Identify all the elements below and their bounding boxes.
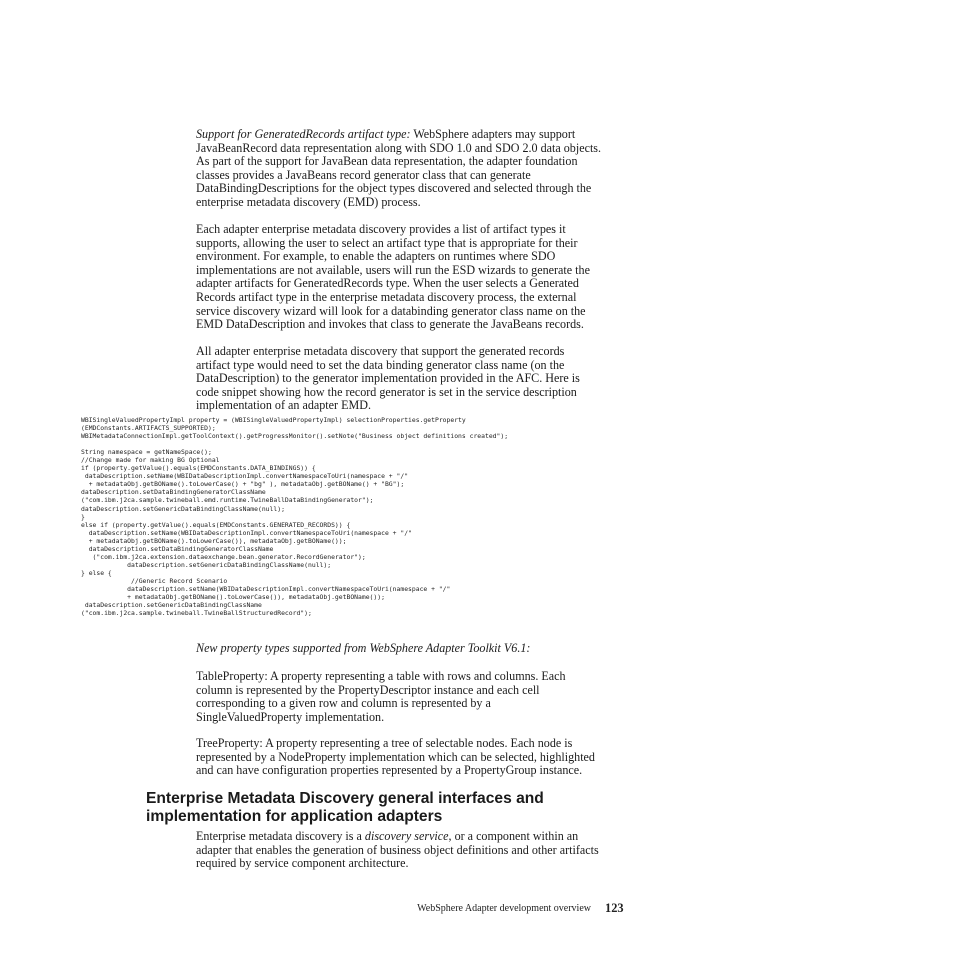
text-line: enterprise metadata discovery (EMD) process. [196,194,421,209]
text-line: Each adapter enterprise metadata discovery provides a list of artifact types it [196,222,566,236]
text-line: corresponding to a given row and column is represented by a [196,696,491,711]
text-line: All adapter enterprise metadata discovery that support the generated records [196,344,565,358]
generator-class-paragraph [196,345,628,413]
code-line: String namespace = getNameSpace(); [81,448,212,457]
text-line: TableProperty: A property representing a table with rows and columns. Each [196,669,566,683]
code-line: dataDescription.setName(WBIDataDescriptionImpl.convertNamespaceToUri(namespace + "/" [81,528,412,537]
italic-text-line: New property types supported from WebSphere Adapter Toolkit V6.1: [196,641,531,655]
text-line: JavaBeanRecord data representation along with SDO 1.0 and SDO 2.0 data objects. [196,140,602,155]
text-line: Records artifact type in the enterprise metadata discovery process, the external [196,289,577,304]
page-number: 123 [605,901,624,915]
heading-line: implementation for application adapters [146,808,443,825]
code-line: WBISingleValuedPropertyImpl property = (WBISingleValuedPropertyImpl) selectionProperties.getProperty [81,416,466,424]
text-line: EMD DataDescription and invokes that class to generate the JavaBeans records. [196,317,584,332]
text-line: DataBindingDescriptions for the object types discovered and selected through the [196,181,592,196]
code-line: + metadataObj.getBOName().toLowerCase()), metadataObj.getBOName()); [81,593,385,602]
heading-line: Enterprise Metadata Discovery general interfaces and [146,790,544,807]
code-line: dataDescription.setDataBindingGeneratorClassName [81,488,266,497]
text-segment: , or a component within an [448,829,579,843]
code-line: //Change made for making BG Optional [81,456,220,465]
tree-property-paragraph [196,737,628,778]
text-line: WebSphere adapters may support [410,127,576,141]
text-line: column is represented by the PropertyDescriptor instance and each cell [196,682,540,697]
text-line: TreeProperty: A property representing a tree of selectable nodes. Each node is [196,736,573,750]
code-line: (EMDConstants.ARTIFACTS_SUPPORTED); [81,424,216,433]
code-line: + metadataObj.getBOName().toLowerCase() + "bg" ), metadataObj.getBOName() + "BG"); [81,480,405,489]
code-line: dataDescription.setName(WBIDataDescriptionImpl.convertNamespaceToUri(namespace + "/" [81,472,409,481]
code-snippet [81,416,641,617]
page-footer [0,901,954,917]
new-property-types-paragraph [196,642,628,656]
code-line: dataDescription.setGenericDataBindingClassName(null); [81,560,332,569]
discovery-service-paragraph [196,830,628,871]
code-line: + metadataObj.getBOName().toLowerCase()), metadataObj.getBOName()); [81,536,347,545]
text-line: and can have configuration properties represented by a PropertyGroup instance. [196,763,583,778]
section-heading [146,790,626,826]
italic-term: discovery service [364,829,449,843]
generated-records-paragraph [196,128,628,210]
text-line: represented by a NodeProperty implementation which can be selected, highlighted [196,749,595,764]
text-line: DataDescription) to the generator implementation provided in the AFC. Here is [196,371,580,386]
text-line: As part of the support for JavaBean data representation, the adapter foundation [196,154,578,169]
text-line: environment. For example, to enable the adapters on runtimes where SDO [196,249,556,264]
code-line: dataDescription.setGenericDataBindingClassName(null); [81,504,285,513]
code-line: dataDescription.setName(WBIDataDescriptionImpl.convertNamespaceToUri(namespace + "/" [81,584,451,593]
text-line: code snippet showing how the record generator is set in the service description [196,384,577,399]
text-line: classes provides a JavaBeans record generator class that can generate [196,167,531,182]
text-line: implementation of an adapter EMD. [196,398,371,413]
code-line: ("com.ibm.j2ca.sample.twineball.emd.runtime.TwineBallDataBindingGenerator"); [81,496,374,505]
code-line: } else { [81,568,112,577]
code-line: } [81,512,85,521]
code-line: ("com.ibm.j2ca.sample.twineball.TwineBallStructuredRecord"); [81,609,312,618]
table-property-paragraph [196,670,628,724]
code-line: if (property.getValue().equals(EMDConstants.DATA_BINDINGS)) { [81,464,316,473]
text-line: service discovery wizard will look for a databinding generator class name on the [196,303,586,318]
text-line: supports, allowing the user to select an artifact type that is appropriate for their [196,235,578,250]
code-line: ("com.ibm.j2ca.extension.dataexchange.bean.generator.RecordGenerator"); [81,552,366,561]
code-line: WBIMetadataConnectionImpl.getToolContext().getProgressMonitor().setNote("Business object definitions created"); [81,432,509,441]
artifact-types-paragraph [196,223,628,332]
text-segment: Enterprise metadata discovery is a [196,829,365,843]
footer-title: WebSphere Adapter development overview [417,903,591,914]
text-line: adapter artifacts for GeneratedRecords type. When the user selects a Generated [196,276,579,291]
text-line: implementations are not available, users will run the ESD wizards to generate the [196,262,590,277]
text-line: required by service component architecture. [196,856,409,871]
code-line: dataDescription.setDataBindingGeneratorClassName [81,544,274,553]
italic-lead-in: Support for GeneratedRecords artifact type: [196,127,411,141]
code-line: //Generic Record Scenario [81,576,228,585]
text-line: adapter that enables the generation of business object definitions and other artifacts [196,842,599,857]
text-line: SingleValuedProperty implementation. [196,709,385,724]
code-line: dataDescription.setGenericDataBindingClassName [81,601,262,610]
text-line: artifact type would need to set the data binding generator class name (on the [196,357,565,372]
code-line: else if (property.getValue().equals(EMDConstants.GENERATED_RECORDS)) { [81,520,351,529]
